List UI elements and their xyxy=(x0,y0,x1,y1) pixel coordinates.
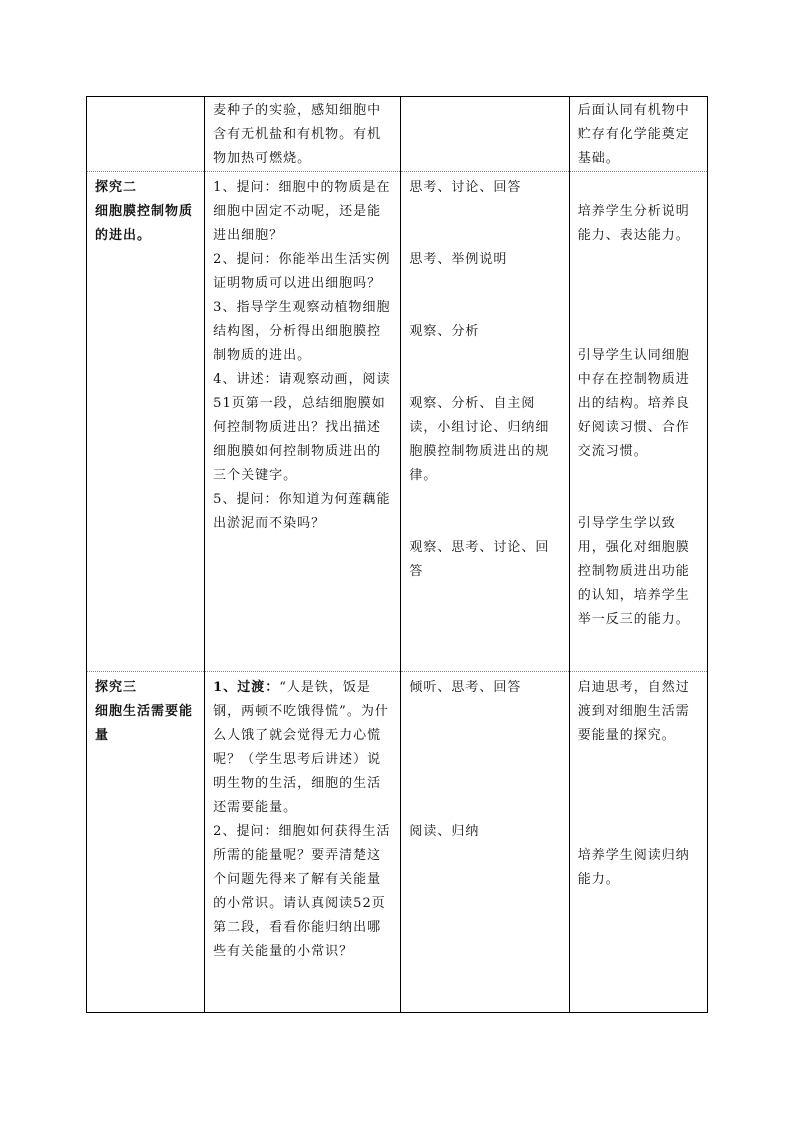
design-intent-cell xyxy=(569,97,707,172)
teacher-step-text: 2、提问：细胞如何获得生活所需的能量呢？要弄清楚这个问题先得来了解有关能量的小常识。请认真阅读52页第二段，看看你能归纳出哪些有关能量的小常识？ xyxy=(213,824,391,959)
design-intent-text: 启迪思考，自然过渡到对细胞生活需要能量的探究。 xyxy=(577,680,690,743)
student-step: 倾听、思考、回答 xyxy=(409,680,522,695)
table-row xyxy=(87,97,708,172)
design-intent-text: 培养学生分析说明能力、表达能力。 xyxy=(577,204,690,243)
design-intent-text: 后面认同有机物中贮存有化学能奠定基础。 xyxy=(577,103,690,166)
topic-cell xyxy=(87,672,205,1013)
student-step: 观察、分析、自主阅读，小组讨论、归纳细胞膜控制物质进出的规律。 xyxy=(409,396,550,483)
student-step: 思考、讨论、回答 xyxy=(409,180,522,195)
teacher-activity-cell xyxy=(205,672,401,1013)
teacher-step xyxy=(213,676,392,820)
student-step: 阅读、归纳 xyxy=(409,824,480,839)
student-step: 思考、举例说明 xyxy=(409,252,508,267)
student-activity-cell xyxy=(401,672,569,1013)
teacher-activity-text: 麦种子的实验，感知细胞中含有无机盐和有机物。有机物加热可燃烧。 xyxy=(213,103,382,166)
teacher-step: 2、提问：你能举出生活实例证明物质可以进出细胞吗？ xyxy=(213,252,391,291)
topic-cell xyxy=(87,172,205,672)
teacher-step: 1、提问：细胞中的物质是在细胞中固定不动呢，还是能进出细胞？ xyxy=(213,180,391,243)
design-intent-cell xyxy=(569,672,707,1013)
teacher-step xyxy=(213,820,392,964)
student-step: 观察、思考、讨论、回答 xyxy=(409,540,550,579)
design-intent-cell xyxy=(569,172,707,672)
teacher-step-text: “人是铁，饭是钢，两顿不吃饿得慌”。为什么人饿了就会觉得无力心慌呢？（学生思考后讲述）说明生物的生活，细胞的生活还需要能量。 xyxy=(213,680,389,815)
topic-heading: 探究三 xyxy=(95,680,138,695)
teacher-step-lead: 1、过渡： xyxy=(213,680,280,695)
table-row xyxy=(87,172,708,672)
student-activity-cell xyxy=(401,172,569,672)
lesson-plan-page xyxy=(86,96,708,1010)
student-step: 观察、分析 xyxy=(409,324,480,339)
design-intent-text: 引导学生学以致用，强化对细胞膜控制物质进出功能的认知，培养学生举一反三的能力。 xyxy=(577,516,690,627)
topic-cell xyxy=(87,97,205,172)
teacher-step: 3、指导学生观察动植物细胞结构图，分析得出细胞膜控制物质的进出。 xyxy=(213,300,391,363)
table-row xyxy=(87,672,708,1013)
topic-title: 细胞膜控制物质的进出。 xyxy=(95,204,194,243)
design-intent-text: 引导学生认同细胞中存在控制物质进出的结构。培养良好阅读习惯、合作交流习惯。 xyxy=(577,348,690,459)
teacher-step: 4、讲述：请观察动画，阅读51页第一段，总结细胞膜如何控制物质进出？找出描述细胞膜如何控制物质进出的三个关键字。 xyxy=(213,372,391,483)
topic-title: 细胞生活需要能量 xyxy=(95,704,194,743)
topic-heading: 探究二 xyxy=(95,180,138,195)
lesson-plan-table xyxy=(86,96,708,1013)
teacher-activity-cell xyxy=(205,97,401,172)
student-activity-cell xyxy=(401,97,569,172)
design-intent-text: 培养学生阅读归纳能力。 xyxy=(577,848,690,887)
teacher-step: 5、提问：你知道为何莲藕能出淤泥而不染吗？ xyxy=(213,492,391,531)
teacher-activity-cell xyxy=(205,172,401,672)
